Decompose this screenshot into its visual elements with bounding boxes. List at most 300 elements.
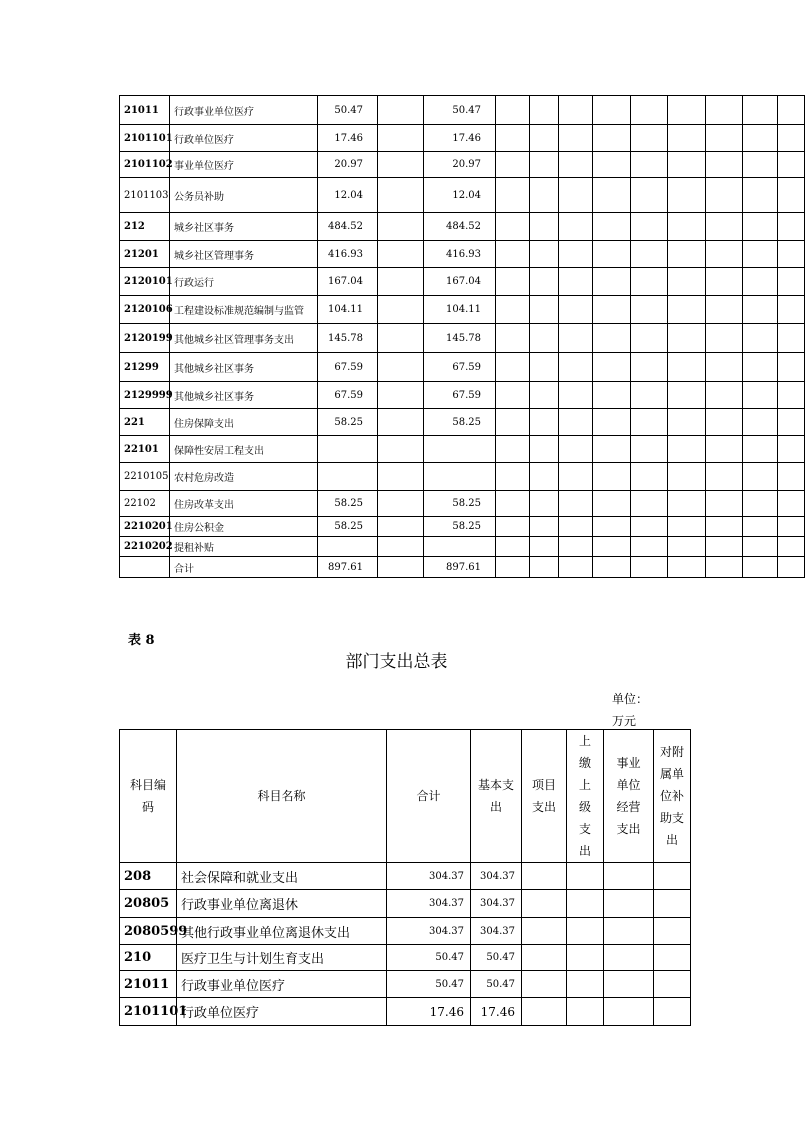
empty-cell bbox=[530, 409, 559, 436]
row-basic bbox=[424, 463, 496, 491]
table-row bbox=[120, 557, 805, 578]
empty-cell bbox=[604, 918, 654, 945]
row-basic: 304.37 bbox=[471, 863, 522, 890]
empty-cell bbox=[654, 890, 691, 918]
department-expenditure-table bbox=[119, 729, 691, 1026]
empty-cell bbox=[743, 491, 778, 517]
empty-cell bbox=[496, 296, 530, 324]
empty-cell bbox=[378, 463, 424, 491]
empty-cell bbox=[668, 178, 706, 213]
empty-cell bbox=[593, 296, 631, 324]
empty-cell bbox=[378, 178, 424, 213]
empty-cell bbox=[743, 268, 778, 296]
empty-cell bbox=[668, 436, 706, 463]
empty-cell bbox=[559, 517, 593, 537]
empty-cell bbox=[668, 537, 706, 557]
table-row bbox=[120, 517, 805, 537]
empty-cell bbox=[668, 296, 706, 324]
row-code: 221 bbox=[120, 409, 170, 436]
empty-cell bbox=[559, 557, 593, 578]
empty-cell bbox=[378, 241, 424, 268]
row-code: 212 bbox=[120, 213, 170, 241]
empty-cell bbox=[378, 537, 424, 557]
row-code: 2101101 bbox=[120, 125, 170, 152]
row-basic: 20.97 bbox=[424, 152, 496, 178]
row-name: 住房改革支出 bbox=[170, 491, 318, 517]
row-total: 58.25 bbox=[318, 409, 378, 436]
empty-cell bbox=[743, 557, 778, 578]
empty-cell bbox=[706, 178, 743, 213]
empty-cell bbox=[530, 324, 559, 353]
empty-cell bbox=[567, 890, 604, 918]
row-total: 67.59 bbox=[318, 353, 378, 382]
row-code: 2101103 bbox=[120, 178, 170, 213]
empty-cell bbox=[522, 863, 567, 890]
row-basic: 50.47 bbox=[471, 945, 522, 971]
empty-cell bbox=[743, 537, 778, 557]
empty-cell bbox=[530, 178, 559, 213]
row-total: 58.25 bbox=[318, 517, 378, 537]
table-row bbox=[120, 409, 805, 436]
empty-cell bbox=[706, 491, 743, 517]
empty-cell bbox=[778, 178, 805, 213]
table-row bbox=[120, 918, 691, 945]
table-row bbox=[120, 268, 805, 296]
empty-cell bbox=[530, 537, 559, 557]
row-name: 行政运行 bbox=[170, 268, 318, 296]
row-total: 484.52 bbox=[318, 213, 378, 241]
table-row bbox=[120, 463, 805, 491]
table-row bbox=[120, 96, 805, 125]
empty-cell bbox=[631, 213, 668, 241]
row-basic: 67.59 bbox=[424, 353, 496, 382]
empty-cell bbox=[567, 998, 604, 1026]
empty-cell bbox=[706, 152, 743, 178]
empty-cell bbox=[530, 436, 559, 463]
empty-cell bbox=[593, 178, 631, 213]
empty-cell bbox=[778, 491, 805, 517]
empty-cell bbox=[706, 517, 743, 537]
row-code: 2210201 bbox=[120, 517, 170, 537]
table-row bbox=[120, 296, 805, 324]
row-total: 50.47 bbox=[387, 945, 471, 971]
empty-cell bbox=[378, 436, 424, 463]
empty-cell bbox=[706, 382, 743, 409]
row-total: 12.04 bbox=[318, 178, 378, 213]
empty-cell bbox=[668, 409, 706, 436]
table-row bbox=[120, 436, 805, 463]
empty-cell bbox=[743, 436, 778, 463]
empty-cell bbox=[668, 125, 706, 152]
row-basic: 50.47 bbox=[424, 96, 496, 125]
table-title: 部门支出总表 bbox=[345, 652, 448, 672]
empty-cell bbox=[530, 557, 559, 578]
header-subsidy: 对附属单位补助支出 bbox=[654, 730, 691, 863]
empty-cell bbox=[668, 382, 706, 409]
empty-cell bbox=[778, 463, 805, 491]
row-total: 416.93 bbox=[318, 241, 378, 268]
row-name: 提租补贴 bbox=[170, 537, 318, 557]
empty-cell bbox=[522, 945, 567, 971]
empty-cell bbox=[496, 125, 530, 152]
row-name: 公务员补助 bbox=[170, 178, 318, 213]
table-row bbox=[120, 382, 805, 409]
empty-cell bbox=[604, 945, 654, 971]
row-code bbox=[120, 557, 170, 578]
empty-cell bbox=[559, 152, 593, 178]
empty-cell bbox=[593, 268, 631, 296]
row-code: 2210202 bbox=[120, 537, 170, 557]
row-basic: 304.37 bbox=[471, 918, 522, 945]
empty-cell bbox=[530, 152, 559, 178]
empty-cell bbox=[706, 537, 743, 557]
empty-cell bbox=[593, 436, 631, 463]
table-row bbox=[120, 491, 805, 517]
row-basic bbox=[424, 436, 496, 463]
empty-cell bbox=[559, 382, 593, 409]
row-name: 行政单位医疗 bbox=[170, 125, 318, 152]
row-basic: 58.25 bbox=[424, 491, 496, 517]
table-row bbox=[120, 863, 691, 890]
empty-cell bbox=[378, 409, 424, 436]
empty-cell bbox=[778, 152, 805, 178]
row-code: 21011 bbox=[120, 96, 170, 125]
empty-cell bbox=[631, 353, 668, 382]
empty-cell bbox=[530, 382, 559, 409]
row-name: 行政事业单位离退休 bbox=[177, 890, 387, 918]
empty-cell bbox=[743, 178, 778, 213]
empty-cell bbox=[593, 241, 631, 268]
empty-cell bbox=[631, 178, 668, 213]
row-total: 104.11 bbox=[318, 296, 378, 324]
table-row bbox=[120, 152, 805, 178]
row-code: 21201 bbox=[120, 241, 170, 268]
empty-cell bbox=[496, 178, 530, 213]
empty-cell bbox=[668, 152, 706, 178]
row-basic: 12.04 bbox=[424, 178, 496, 213]
header-basic: 基本支出 bbox=[471, 730, 522, 863]
empty-cell bbox=[496, 324, 530, 353]
empty-cell bbox=[593, 96, 631, 125]
row-name: 其他城乡社区事务 bbox=[170, 353, 318, 382]
empty-cell bbox=[378, 96, 424, 125]
row-name: 工程建设标准规范编制与监管 bbox=[170, 296, 318, 324]
empty-cell bbox=[496, 517, 530, 537]
row-code: 2120101 bbox=[120, 268, 170, 296]
empty-cell bbox=[496, 409, 530, 436]
row-total: 20.97 bbox=[318, 152, 378, 178]
empty-cell bbox=[778, 382, 805, 409]
empty-cell bbox=[706, 125, 743, 152]
empty-cell bbox=[631, 491, 668, 517]
row-total: 167.04 bbox=[318, 268, 378, 296]
row-code: 2120199 bbox=[120, 324, 170, 353]
table-row bbox=[120, 241, 805, 268]
empty-cell bbox=[530, 491, 559, 517]
empty-cell bbox=[668, 324, 706, 353]
empty-cell bbox=[496, 463, 530, 491]
empty-cell bbox=[522, 890, 567, 918]
row-name: 城乡社区管理事务 bbox=[170, 241, 318, 268]
empty-cell bbox=[567, 863, 604, 890]
empty-cell bbox=[778, 241, 805, 268]
empty-cell bbox=[743, 96, 778, 125]
row-name: 合计 bbox=[170, 557, 318, 578]
empty-cell bbox=[593, 557, 631, 578]
empty-cell bbox=[706, 436, 743, 463]
row-name: 行政事业单位医疗 bbox=[170, 96, 318, 125]
empty-cell bbox=[654, 863, 691, 890]
row-name: 其他城乡社区事务 bbox=[170, 382, 318, 409]
row-name: 事业单位医疗 bbox=[170, 152, 318, 178]
empty-cell bbox=[743, 517, 778, 537]
row-name: 医疗卫生与计划生育支出 bbox=[177, 945, 387, 971]
row-total: 50.47 bbox=[318, 96, 378, 125]
empty-cell bbox=[378, 517, 424, 537]
empty-cell bbox=[668, 241, 706, 268]
empty-cell bbox=[743, 324, 778, 353]
table-row bbox=[120, 945, 691, 971]
empty-cell bbox=[631, 125, 668, 152]
empty-cell bbox=[654, 945, 691, 971]
empty-cell bbox=[378, 296, 424, 324]
empty-cell bbox=[743, 463, 778, 491]
row-code: 2129999 bbox=[120, 382, 170, 409]
empty-cell bbox=[496, 213, 530, 241]
unit-note: 单位： 万元 bbox=[612, 692, 649, 728]
empty-cell bbox=[706, 409, 743, 436]
empty-cell bbox=[778, 436, 805, 463]
row-basic: 167.04 bbox=[424, 268, 496, 296]
row-basic: 50.47 bbox=[471, 971, 522, 998]
empty-cell bbox=[567, 945, 604, 971]
empty-cell bbox=[559, 241, 593, 268]
header-project: 项目支出 bbox=[522, 730, 567, 863]
row-code: 2101102 bbox=[120, 152, 170, 178]
row-code: 21011 bbox=[120, 971, 177, 998]
table-row bbox=[120, 353, 805, 382]
empty-cell bbox=[743, 353, 778, 382]
empty-cell bbox=[496, 436, 530, 463]
row-name: 农村危房改造 bbox=[170, 463, 318, 491]
row-total: 304.37 bbox=[387, 890, 471, 918]
empty-cell bbox=[778, 353, 805, 382]
empty-cell bbox=[706, 463, 743, 491]
empty-cell bbox=[593, 353, 631, 382]
row-name: 其他城乡社区管理事务支出 bbox=[170, 324, 318, 353]
empty-cell bbox=[378, 268, 424, 296]
empty-cell bbox=[631, 96, 668, 125]
row-code: 208 bbox=[120, 863, 177, 890]
row-name: 其他行政事业单位离退休支出 bbox=[177, 918, 387, 945]
empty-cell bbox=[522, 971, 567, 998]
row-basic: 17.46 bbox=[471, 998, 522, 1026]
empty-cell bbox=[778, 537, 805, 557]
row-total bbox=[318, 463, 378, 491]
empty-cell bbox=[778, 296, 805, 324]
empty-cell bbox=[559, 491, 593, 517]
table-row bbox=[120, 890, 691, 918]
empty-cell bbox=[668, 353, 706, 382]
header-upper: 上缴上级支出 bbox=[567, 730, 604, 863]
empty-cell bbox=[778, 125, 805, 152]
empty-cell bbox=[778, 213, 805, 241]
row-total: 67.59 bbox=[318, 382, 378, 409]
row-total: 304.37 bbox=[387, 918, 471, 945]
empty-cell bbox=[593, 324, 631, 353]
row-basic: 58.25 bbox=[424, 409, 496, 436]
empty-cell bbox=[593, 517, 631, 537]
empty-cell bbox=[631, 296, 668, 324]
row-basic: 104.11 bbox=[424, 296, 496, 324]
empty-cell bbox=[593, 409, 631, 436]
empty-cell bbox=[593, 213, 631, 241]
row-total: 897.61 bbox=[318, 557, 378, 578]
row-total: 304.37 bbox=[387, 863, 471, 890]
table-label: 表 8 bbox=[128, 633, 155, 648]
empty-cell bbox=[496, 491, 530, 517]
empty-cell bbox=[530, 125, 559, 152]
empty-cell bbox=[631, 382, 668, 409]
empty-cell bbox=[654, 971, 691, 998]
empty-cell bbox=[631, 268, 668, 296]
empty-cell bbox=[631, 152, 668, 178]
empty-cell bbox=[567, 971, 604, 998]
empty-cell bbox=[743, 125, 778, 152]
empty-cell bbox=[631, 436, 668, 463]
empty-cell bbox=[496, 382, 530, 409]
empty-cell bbox=[530, 296, 559, 324]
empty-cell bbox=[559, 213, 593, 241]
header-total: 合计 bbox=[387, 730, 471, 863]
empty-cell bbox=[668, 557, 706, 578]
row-name: 社会保障和就业支出 bbox=[177, 863, 387, 890]
row-basic: 304.37 bbox=[471, 890, 522, 918]
empty-cell bbox=[706, 557, 743, 578]
empty-cell bbox=[743, 152, 778, 178]
empty-cell bbox=[604, 971, 654, 998]
empty-cell bbox=[706, 353, 743, 382]
row-basic: 416.93 bbox=[424, 241, 496, 268]
empty-cell bbox=[706, 324, 743, 353]
empty-cell bbox=[559, 268, 593, 296]
row-basic: 484.52 bbox=[424, 213, 496, 241]
table-row bbox=[120, 324, 805, 353]
table-row bbox=[120, 998, 691, 1026]
empty-cell bbox=[559, 296, 593, 324]
empty-cell bbox=[496, 557, 530, 578]
table-row bbox=[120, 178, 805, 213]
header-name: 科目名称 bbox=[177, 730, 387, 863]
empty-cell bbox=[668, 463, 706, 491]
empty-cell bbox=[530, 353, 559, 382]
empty-cell bbox=[778, 268, 805, 296]
row-name: 行政单位医疗 bbox=[177, 998, 387, 1026]
empty-cell bbox=[559, 537, 593, 557]
empty-cell bbox=[706, 213, 743, 241]
empty-cell bbox=[496, 96, 530, 125]
empty-cell bbox=[706, 96, 743, 125]
empty-cell bbox=[559, 463, 593, 491]
row-name: 住房保障支出 bbox=[170, 409, 318, 436]
empty-cell bbox=[743, 409, 778, 436]
row-total bbox=[318, 537, 378, 557]
empty-cell bbox=[631, 537, 668, 557]
row-code: 210 bbox=[120, 945, 177, 971]
empty-cell bbox=[530, 241, 559, 268]
empty-cell bbox=[706, 241, 743, 268]
empty-cell bbox=[593, 382, 631, 409]
empty-cell bbox=[559, 178, 593, 213]
row-basic bbox=[424, 537, 496, 557]
empty-cell bbox=[631, 557, 668, 578]
empty-cell bbox=[706, 268, 743, 296]
row-code: 20805 bbox=[120, 890, 177, 918]
header-row bbox=[120, 730, 691, 863]
empty-cell bbox=[559, 324, 593, 353]
empty-cell bbox=[743, 241, 778, 268]
row-code: 22102 bbox=[120, 491, 170, 517]
empty-cell bbox=[378, 125, 424, 152]
table-row bbox=[120, 213, 805, 241]
row-name: 城乡社区事务 bbox=[170, 213, 318, 241]
row-basic: 67.59 bbox=[424, 382, 496, 409]
table-row bbox=[120, 537, 805, 557]
row-total bbox=[318, 436, 378, 463]
row-code: 2210105 bbox=[120, 463, 170, 491]
empty-cell bbox=[668, 268, 706, 296]
empty-cell bbox=[593, 152, 631, 178]
row-total: 145.78 bbox=[318, 324, 378, 353]
empty-cell bbox=[668, 96, 706, 125]
empty-cell bbox=[668, 213, 706, 241]
empty-cell bbox=[496, 537, 530, 557]
row-code: 2101101 bbox=[120, 998, 177, 1026]
row-code: 2120106 bbox=[120, 296, 170, 324]
empty-cell bbox=[593, 125, 631, 152]
row-basic: 17.46 bbox=[424, 125, 496, 152]
empty-cell bbox=[559, 96, 593, 125]
empty-cell bbox=[778, 517, 805, 537]
empty-cell bbox=[604, 863, 654, 890]
table-row bbox=[120, 971, 691, 998]
empty-cell bbox=[378, 324, 424, 353]
empty-cell bbox=[530, 213, 559, 241]
row-name: 行政事业单位医疗 bbox=[177, 971, 387, 998]
empty-cell bbox=[668, 517, 706, 537]
row-name: 保障性安居工程支出 bbox=[170, 436, 318, 463]
empty-cell bbox=[743, 213, 778, 241]
row-total: 58.25 bbox=[318, 491, 378, 517]
empty-cell bbox=[496, 152, 530, 178]
empty-cell bbox=[604, 998, 654, 1026]
empty-cell bbox=[631, 463, 668, 491]
empty-cell bbox=[631, 324, 668, 353]
empty-cell bbox=[778, 96, 805, 125]
empty-cell bbox=[706, 296, 743, 324]
expenditure-table-continued bbox=[119, 95, 805, 578]
empty-cell bbox=[593, 491, 631, 517]
empty-cell bbox=[778, 409, 805, 436]
empty-cell bbox=[559, 125, 593, 152]
row-basic: 145.78 bbox=[424, 324, 496, 353]
empty-cell bbox=[378, 491, 424, 517]
empty-cell bbox=[530, 268, 559, 296]
empty-cell bbox=[631, 517, 668, 537]
empty-cell bbox=[496, 268, 530, 296]
empty-cell bbox=[743, 296, 778, 324]
empty-cell bbox=[530, 463, 559, 491]
